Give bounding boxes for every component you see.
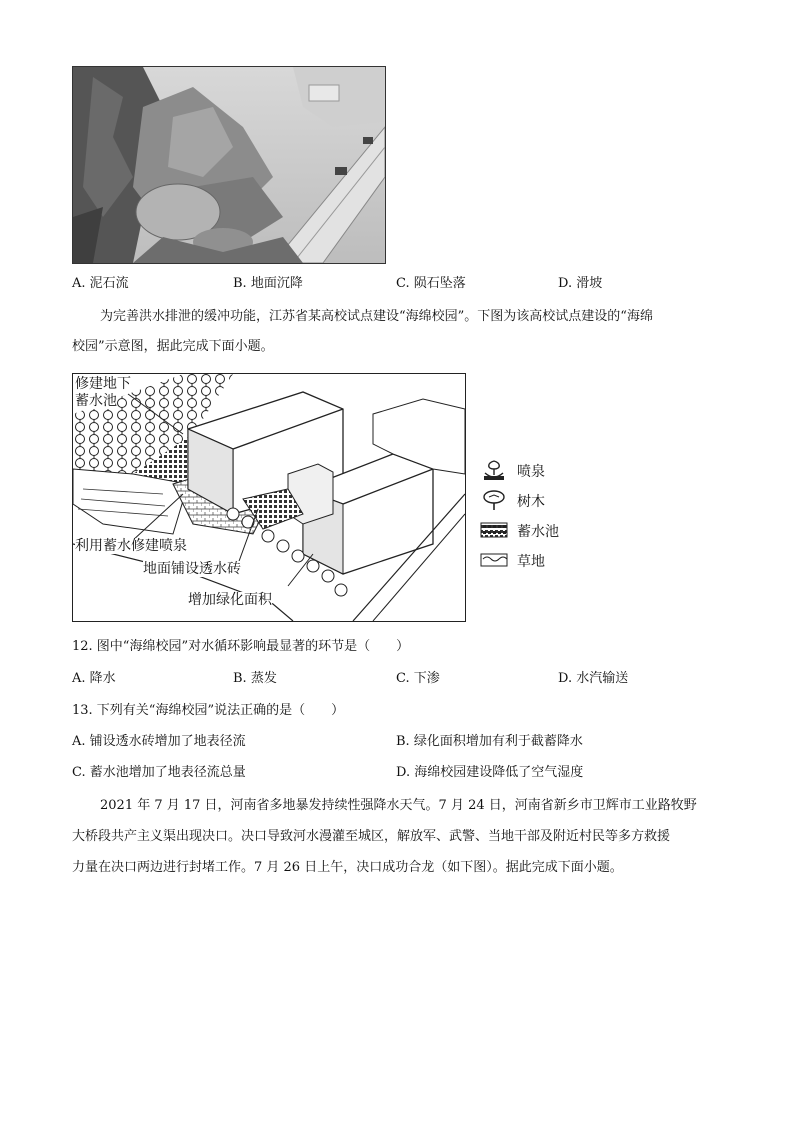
intro-henan-line1: 2021 年 7 月 17 日，河南省多地暴发持续性强降水天气。7 月 24 日，河南省新乡市卫辉市工业路牧野 [100,798,697,813]
q11-option-d: D. 滑坡 [558,276,603,291]
sponge-campus-diagram [72,373,466,622]
q12-option-b: B. 蒸发 [233,671,277,686]
q12-stem: 12. 图中“海绵校园”对水循环影响最显著的环节是（ ） [72,639,410,654]
landslide-photo [72,66,386,264]
legend-grass: 草地 [475,549,585,571]
q13-option-c: C. 蓄水池增加了地表径流总量 [72,765,246,780]
label-green-area: 增加绿化面积 [188,592,272,608]
diagram-legend [475,455,595,585]
landslide-photo-drawing [73,67,385,263]
q12-option-c: C. 下渗 [396,671,440,686]
label-underground-pool-1: 修建地下 [75,376,131,392]
legend-fountain: 喷泉 [475,459,585,481]
sponge-campus-drawing [73,374,465,621]
q13-stem: 13. 下列有关“海绵校园”说法正确的是（ ） [72,703,345,718]
q11-option-c: C. 陨石坠落 [396,276,466,291]
legend-pool: 蓄水池 [475,519,585,541]
grass-icon [479,549,509,571]
fountain-icon [479,459,509,481]
intro-henan-line3: 力量在决口两边进行封堵工作。7 月 26 日上午，决口成功合龙（如下图）。据此完成下面小题。 [72,860,623,875]
label-permeable-brick: 地面铺设透水砖 [143,561,241,577]
label-fountain: 利用蓄水修建喷泉 [75,538,187,554]
intro-sponge-line2: 校园”示意图，据此完成下面小题。 [72,339,274,354]
q13-option-a: A. 铺设透水砖增加了地表径流 [72,734,246,749]
q12-option-a: A. 降水 [72,671,116,686]
intro-sponge-line1: 为完善洪水排泄的缓冲功能，江苏省某高校试点建设“海绵校园”。下图为该高校试点建设的“海绵 [100,309,653,324]
tree-icon [479,489,509,511]
q13-option-b: B. 绿化面积增加有利于截蓄降水 [396,734,583,749]
q11-option-b: B. 地面沉降 [233,276,303,291]
intro-henan-line2: 大桥段共产主义渠出现决口。决口导致河水漫灌至城区，解放军、武警、当地干部及附近村民等多方救援 [72,829,671,844]
pool-icon [479,519,509,541]
legend-tree: 树木 [475,489,585,511]
q13-option-d: D. 海绵校园建设降低了空气湿度 [396,765,584,780]
q12-option-d: D. 水汽输送 [558,671,629,686]
q11-option-a: A. 泥石流 [72,276,129,291]
label-underground-pool-2: 蓄水池 [75,393,117,409]
